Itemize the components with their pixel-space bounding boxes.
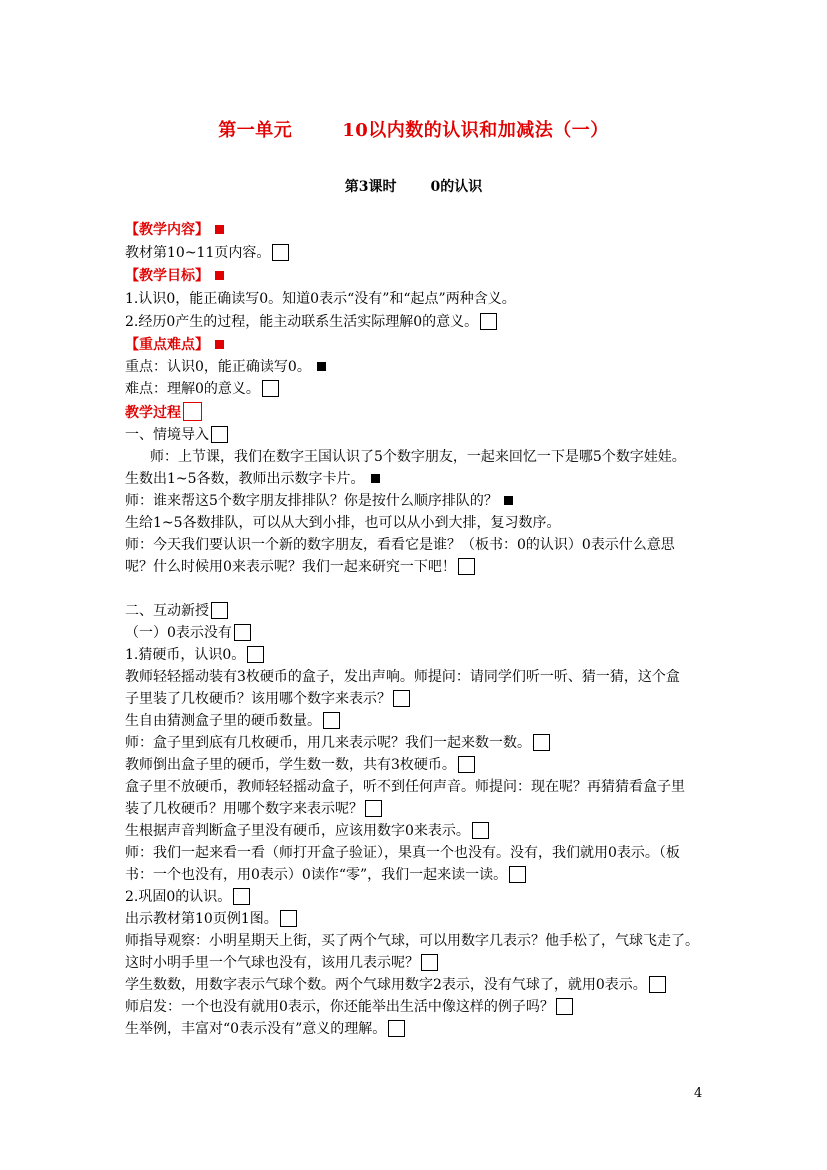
key-point: 重点：认识0，能正确读写0。 [125, 356, 326, 378]
body-line: 师指导观察：小明星期天上街，买了两个气球，可以用数字几表示？他手松了，气球飞走了。 [125, 933, 699, 949]
checkbox-icon [272, 244, 289, 261]
checkbox-icon [388, 1020, 405, 1037]
checkbox-icon [480, 313, 497, 330]
body-line: 生举例，丰富对“0表示没有”意义的理解。 [125, 1018, 405, 1040]
goals-heading: 【教学目标】 [125, 268, 209, 284]
goal-1: 1.认识0，能正确读写0。知道0表示“没有”和“起点”两种含义。 [125, 291, 516, 307]
body-line: 书：一个也没有，用0表示）0读作“零”，我们一起来读一读。 [125, 864, 526, 886]
content-text-line [125, 242, 289, 264]
body-line: 师启发：一个也没有就用0表示，你还能举出生活中像这样的例子吗？ [125, 996, 573, 1018]
body-line: 生根据声音判断盒子里没有硬币，应该用数字0来表示。 [125, 820, 489, 842]
checkbox-icon [262, 380, 279, 397]
checkbox-icon [183, 402, 202, 421]
body-line: 师：今天我们要认识一个新的数字朋友，看看它是谁？（板书：0的认识）0表示什么意思 [125, 537, 675, 553]
unit-title-part2: 10以内数的认识和加减法（一） [342, 120, 609, 141]
lesson-subtitle-part2: 0的认识 [430, 179, 483, 195]
body-line: 1.猜硬币，认识0。 [125, 644, 264, 666]
body-line: 师：上节课，我们在数字王国认识了5个数字朋友，一起来回忆一下是哪5个数字娃娃。 [150, 449, 686, 465]
checkbox-icon [211, 426, 228, 443]
checkbox-icon [458, 756, 475, 773]
body-line: 二、互动新授 [125, 600, 228, 622]
body-line: 一、情境导入 [125, 424, 228, 446]
body-line: 这时小明手里一个气球也没有，该用几表示呢？ [125, 952, 438, 974]
checkbox-icon [421, 954, 438, 971]
checkbox-icon [393, 690, 410, 707]
goals-heading-line [125, 265, 224, 287]
content-heading-line [125, 219, 224, 241]
goal-2: 2.经历0产生的过程，能主动联系生活实际理解0的意义。 [125, 311, 497, 333]
page-number: 4 [694, 1086, 703, 1101]
hard-point: 难点：理解0的意义。 [125, 378, 279, 400]
process-heading: 教学过程 [125, 405, 181, 421]
key-heading: 【重点难点】 [125, 337, 209, 353]
checkbox-icon [280, 910, 297, 927]
square-marker-icon [215, 340, 224, 349]
checkbox-icon [234, 624, 251, 641]
square-marker-icon [215, 225, 224, 234]
square-marker-icon [504, 496, 513, 505]
body-line: 装了几枚硬币？用哪个数字来表示呢？ [125, 798, 382, 820]
checkbox-icon [211, 602, 228, 619]
checkbox-icon [365, 800, 382, 817]
body-line: （一）0表示没有 [125, 622, 251, 644]
body-line: 生自由猜测盒子里的硬币数量。 [125, 710, 340, 732]
body-line: 师：我们一起来看一看（师打开盒子验证），果真一个也没有。没有，我们就用0表示。（板 [125, 845, 680, 861]
unit-title [0, 116, 827, 142]
checkbox-icon [323, 712, 340, 729]
lesson-subtitle [0, 176, 827, 196]
square-marker-icon [371, 474, 380, 483]
body-line: 出示教材第10页例1图。 [125, 908, 297, 930]
checkbox-icon [556, 998, 573, 1015]
body-line: 盒子里不放硬币，教师轻轻摇动盒子，听不到任何声音。师提问：现在呢？再猜猜看盒子里 [125, 779, 685, 795]
body-line: 师：盒子里到底有几枚硬币，用几来表示呢？我们一起来数一数。 [125, 732, 550, 754]
checkbox-icon [233, 888, 250, 905]
checkbox-icon [247, 646, 264, 663]
square-marker-icon [317, 362, 326, 371]
body-line: 2.巩固0的认识。 [125, 886, 250, 908]
checkbox-icon [533, 734, 550, 751]
body-line: 教师倒出盒子里的硬币，学生数一数，共有3枚硬币。 [125, 754, 475, 776]
body-line: 师：谁来帮这5个数字朋友排排队？你是按什么顺序排队的？ [125, 490, 513, 512]
checkbox-icon [509, 866, 526, 883]
checkbox-icon [472, 822, 489, 839]
body-line: 教师轻轻摇动装有3枚硬币的盒子，发出声响。师提问：请同学们听一听、猜一猜，这个盒 [125, 669, 680, 685]
checkbox-icon [649, 976, 666, 993]
body-line: 呢？什么时候用0来表示呢？我们一起来研究一下吧！ [125, 556, 475, 578]
body-line: 生给1~5各数排队，可以从大到小排，也可以从小到大排，复习数序。 [125, 515, 561, 531]
body-line: 学生数数，用数字表示气球个数。两个气球用数字2表示，没有气球了，就用0表示。 [125, 974, 666, 996]
body-line: 子里装了几枚硬币？该用哪个数字来表示？ [125, 688, 410, 710]
content-heading: 【教学内容】 [125, 222, 209, 238]
square-marker-icon [215, 271, 224, 280]
key-heading-line [125, 334, 224, 356]
process-heading-line [125, 402, 202, 424]
checkbox-icon [458, 558, 475, 575]
lesson-subtitle-part1: 第3课时 [344, 179, 397, 195]
body-line: 生数出1~5各数，教师出示数字卡片。 [125, 468, 380, 490]
content-text: 教材第10~11页内容。 [125, 245, 271, 261]
unit-title-part1: 第一单元 [218, 120, 293, 141]
